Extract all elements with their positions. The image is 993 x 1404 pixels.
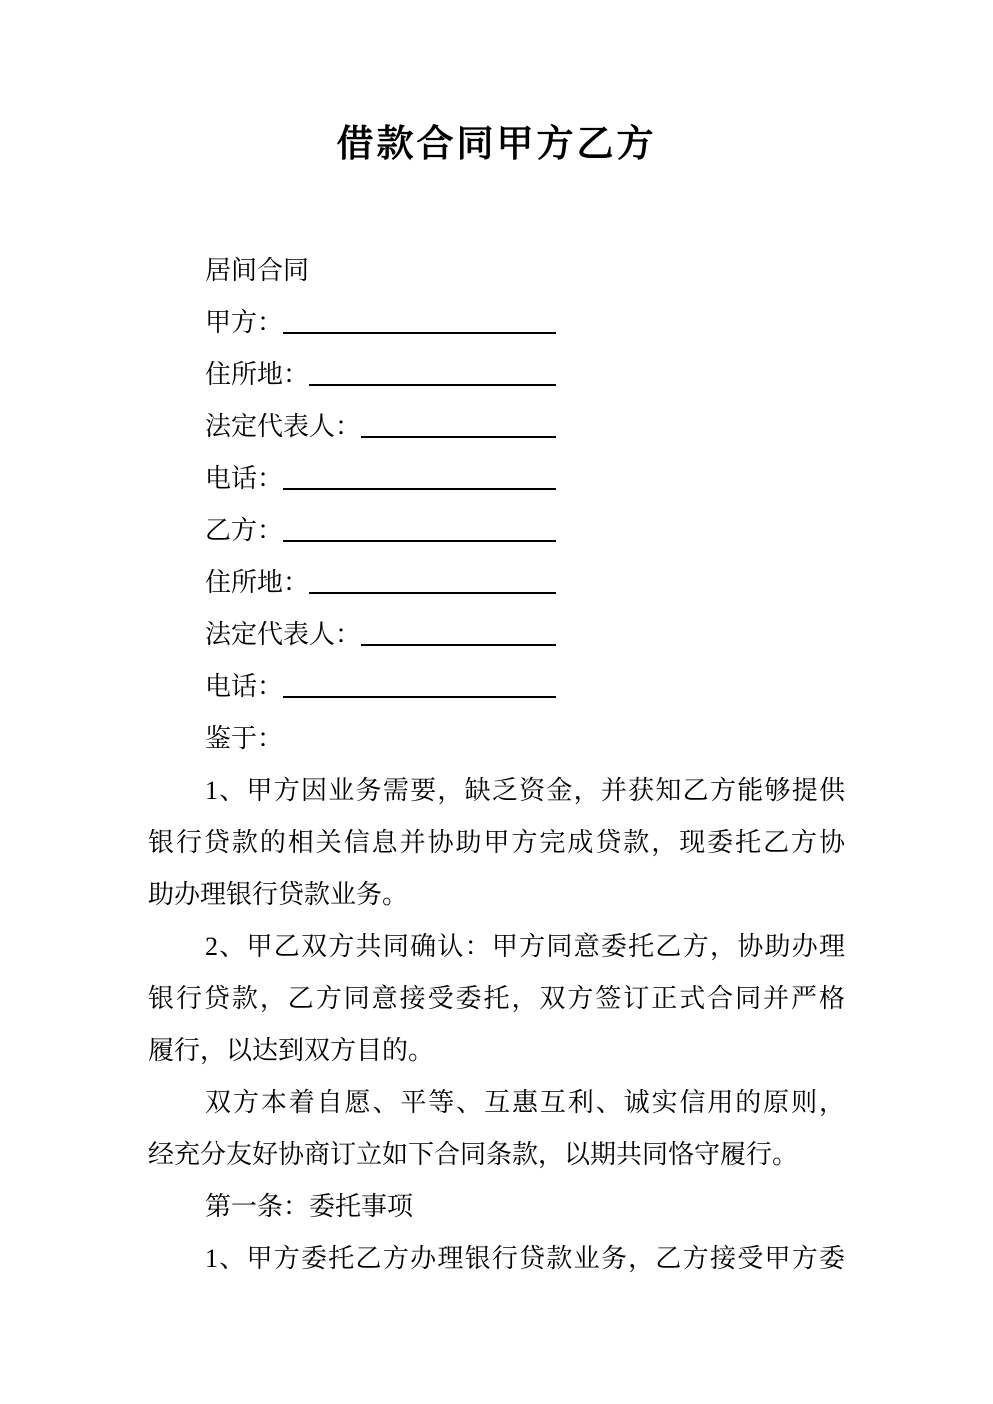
field-row: [148, 349, 556, 401]
party-fields-section: [148, 297, 845, 713]
clause-text-line: 银行贷款，乙方同意接受委托，双方签订正式合同并严格: [148, 984, 845, 1013]
field-label: 电话：: [205, 464, 284, 493]
field-row: [148, 609, 556, 661]
clause-text-line: 2、甲乙双方共同确认：甲方同意委托乙方，协助办理: [205, 932, 845, 961]
field-label: 乙方：: [205, 516, 284, 545]
contract-clauses-section: [148, 765, 845, 1285]
field-label: 甲方：: [205, 308, 284, 337]
whereas-line: 鉴于：: [205, 724, 284, 753]
clause-text-line: 经充分友好协商订立如下合同条款，以期共同恪守履行。: [148, 1140, 799, 1169]
field-label: 住所地：: [205, 360, 310, 389]
field-row: [148, 661, 556, 713]
clause-text-line: 1、甲方因业务需要，缺乏资金，并获知乙方能够提供: [205, 776, 845, 805]
clause-text-line: 1、甲方委托乙方办理银行贷款业务，乙方接受甲方委: [205, 1244, 845, 1273]
fill-in-blank-line: [309, 384, 556, 386]
fill-in-blank-line: [309, 592, 556, 594]
clause-text-line: 助办理银行贷款业务。: [148, 880, 409, 909]
clause-text-line: 双方本着自愿、平等、互惠互利、诚实信用的原则，: [205, 1088, 845, 1117]
field-row: [148, 297, 556, 349]
document-body: [148, 245, 845, 1285]
field-row: [148, 557, 556, 609]
field-label: 电话：: [205, 672, 284, 701]
field-row: [148, 453, 556, 505]
fill-in-blank-line: [361, 436, 556, 438]
fill-in-blank-line: [361, 644, 556, 646]
fill-in-blank-line: [283, 540, 556, 542]
field-label: 法定代表人：: [205, 620, 362, 649]
document-title: 借款合同甲方乙方: [336, 124, 657, 165]
field-label: 住所地：: [205, 568, 310, 597]
field-label: 法定代表人：: [205, 412, 362, 441]
field-row: [148, 505, 556, 557]
contract-type-line: 居间合同: [205, 256, 310, 285]
field-row: [148, 401, 556, 453]
clause-text-line: 履行，以达到双方目的。: [148, 1036, 435, 1065]
clause-text-line: 第一条：委托事项: [205, 1192, 414, 1221]
fill-in-blank-line: [283, 696, 556, 698]
clause-text-line: 银行贷款的相关信息并协助甲方完成贷款，现委托乙方协: [148, 828, 845, 857]
fill-in-blank-line: [283, 332, 556, 334]
fill-in-blank-line: [283, 488, 556, 490]
